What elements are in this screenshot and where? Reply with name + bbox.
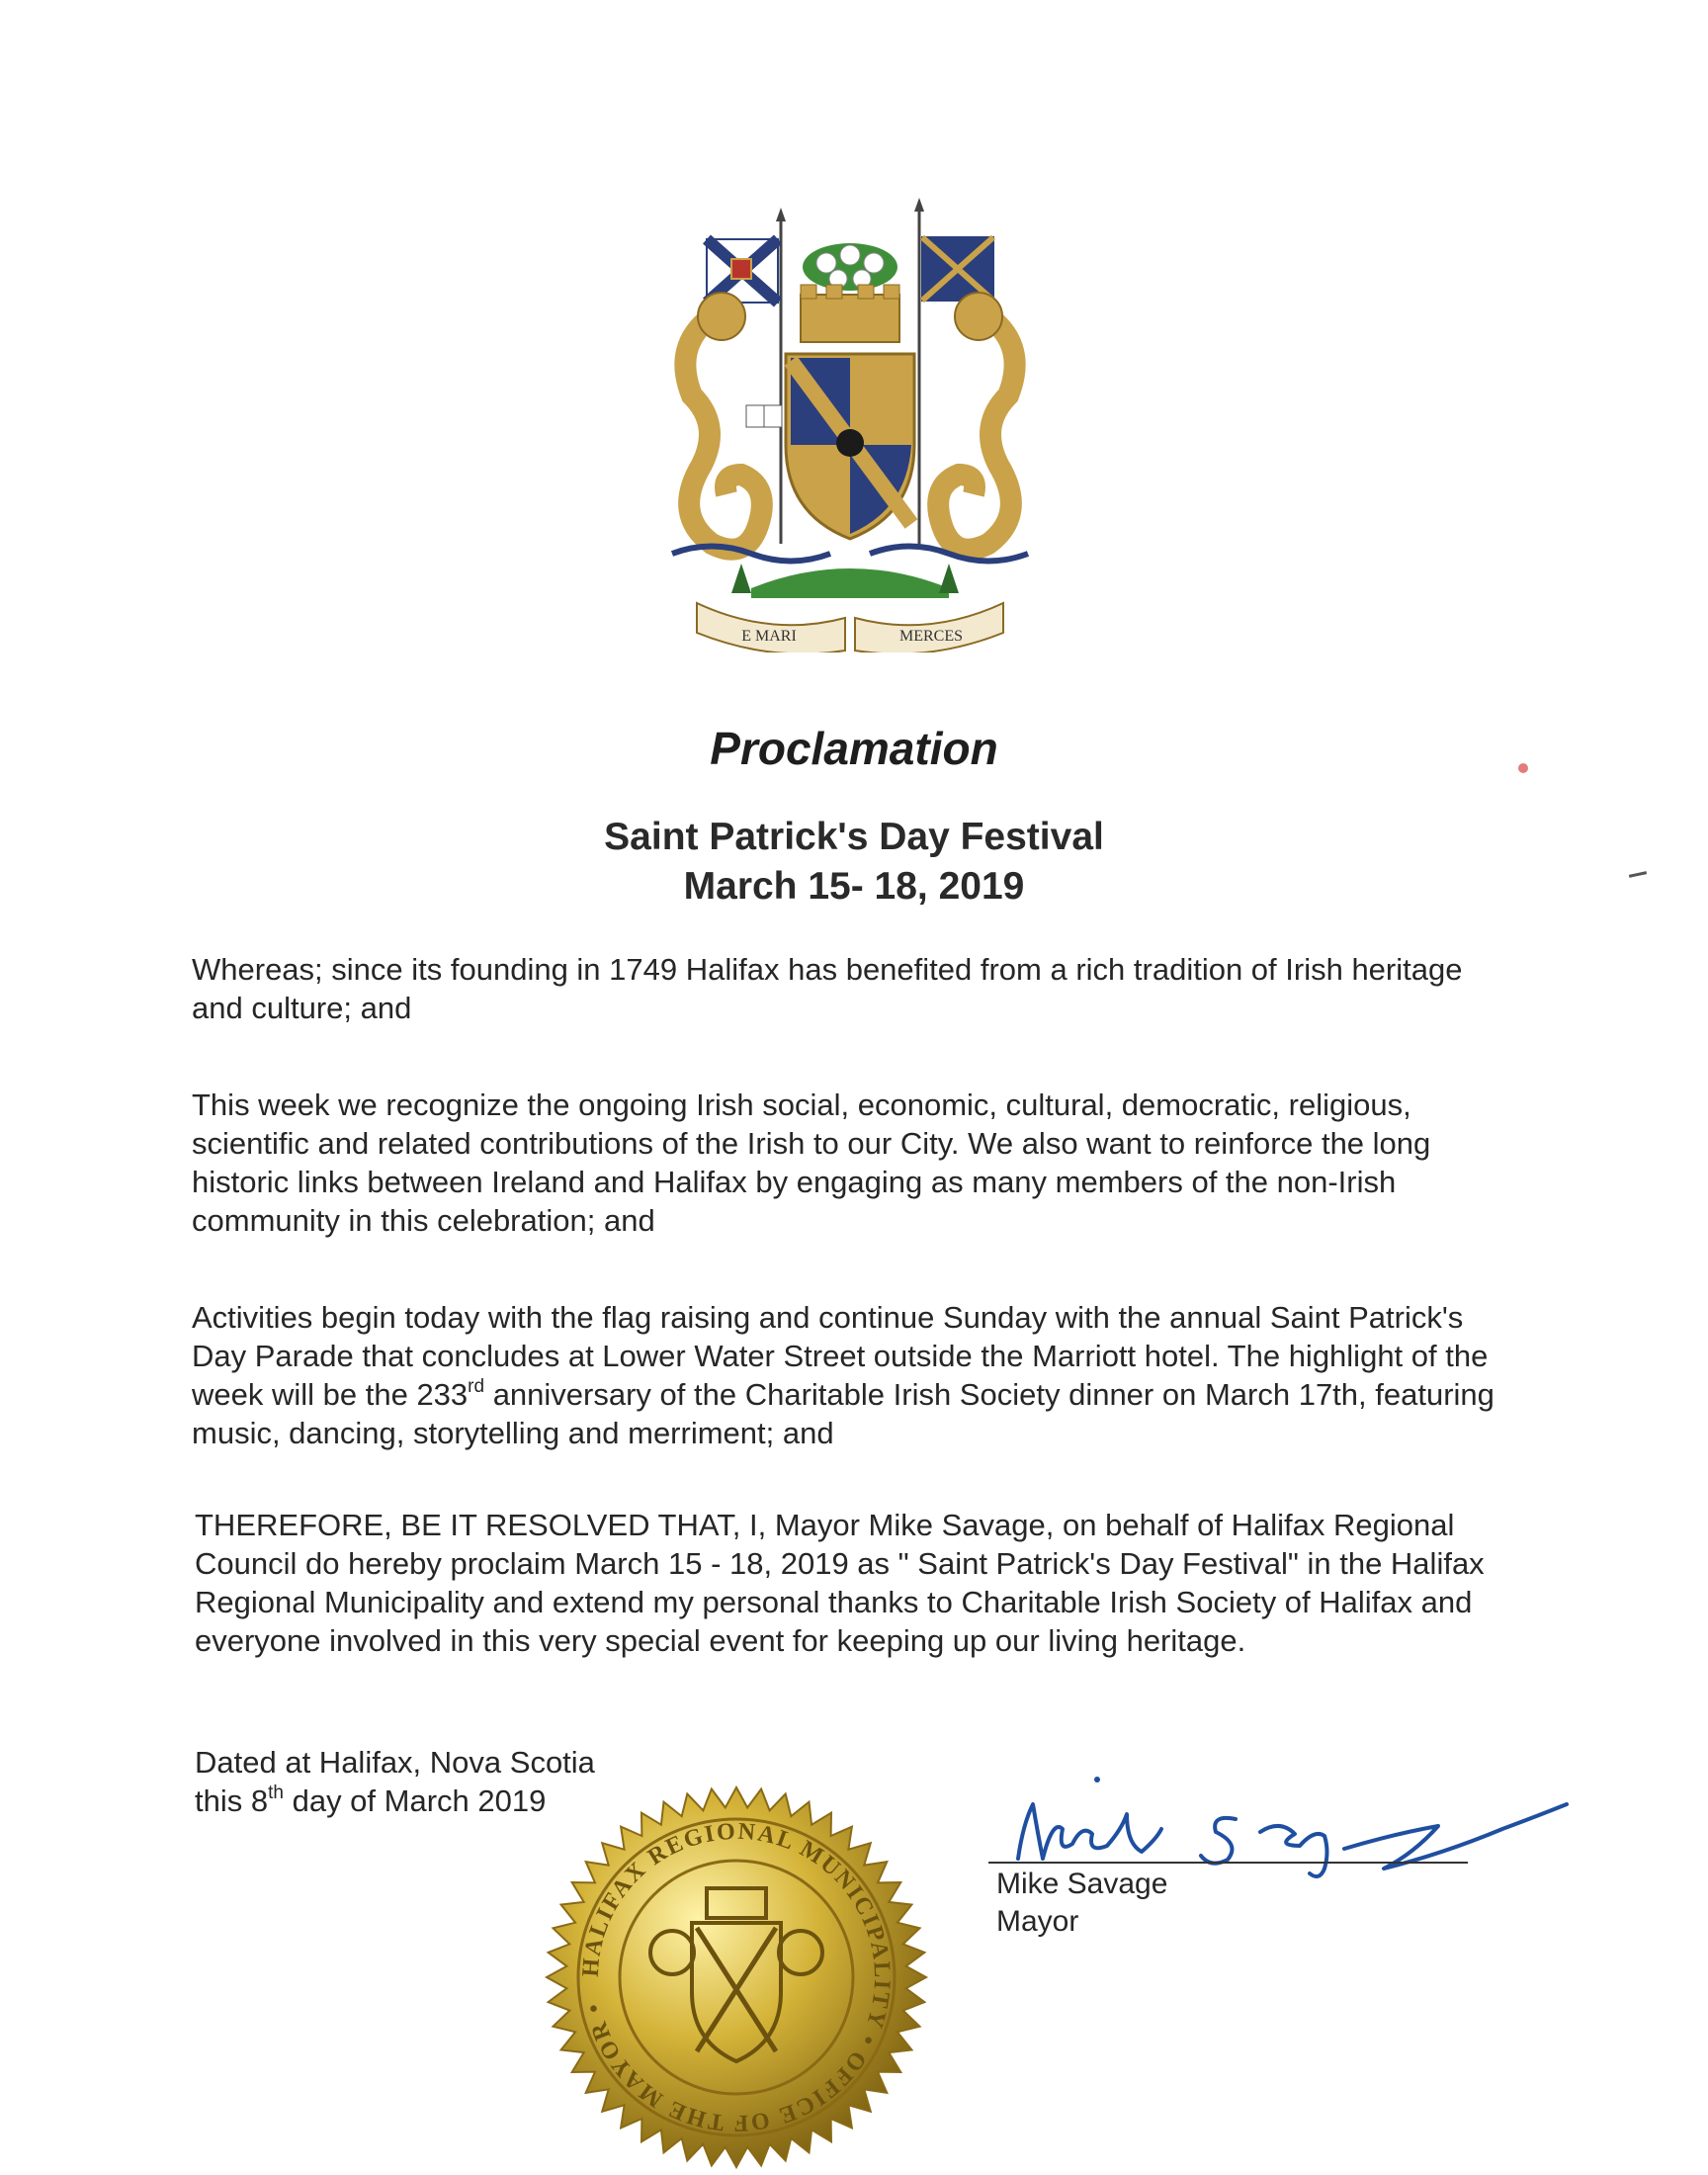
- halifax-coat-of-arms: [652, 198, 1048, 652]
- signature-line: [988, 1862, 1468, 1864]
- signature-dot: [1094, 1777, 1100, 1783]
- signer-title: Mayor: [996, 1905, 1079, 1938]
- dated-day: this 8th day of March 2019: [195, 1782, 547, 1818]
- ordinal-suffix: rd: [468, 1375, 485, 1397]
- document-title: Proclamation: [710, 723, 998, 774]
- seal-ring-text: HALIFAX REGIONAL MUNICIPALITY • OFFICE OF THE MAYOR •: [577, 1818, 896, 2136]
- signer-name: Mike Savage: [996, 1868, 1168, 1900]
- activities-text-end: anniversary of the Charitable Irish Society dinner on March 17th, featuring music, dancing, storytelling and merriment; and: [192, 1377, 1494, 1450]
- paragraph-recognition: This week we recognize the ongoing Irish social, economic, cultural, democratic, religious, scientific and related contributions of the Irish to our City. We also want to reinforce the long historic links between Ireland and Halifax by engaging as many members of the non-Irish community in this celebration; and: [192, 1088, 1431, 1238]
- signer-block: [996, 1866, 1167, 1941]
- office-of-the-mayor-seal: [544, 1784, 929, 2170]
- event-heading: [0, 813, 1708, 912]
- motto-left: E MARI: [741, 628, 797, 645]
- event-name: Saint Patrick's Day Festival: [604, 816, 1104, 858]
- scan-speck: [1518, 763, 1528, 773]
- motto-right: MERCES: [898, 628, 964, 645]
- event-dates: March 15- 18, 2019: [683, 865, 1025, 908]
- paragraph-whereas: Whereas; since its founding in 1749 Halifax has benefited from a rich tradition of Irish heritage and culture; and: [192, 952, 1463, 1025]
- paragraph-activities: [192, 1298, 1496, 1452]
- paragraph-resolution: THEREFORE, BE IT RESOLVED THAT, I, Mayor Mike Savage, on behalf of Halifax Regional Council do hereby proclaim March 15 - 18, 2019 as " Saint Patrick's Day Festival" in the Halifax Regional Municipality and extend my personal thanks to Charitable Irish Society of Halifax and everyone involved in this very special event for keeping up our living heritage.: [195, 1508, 1485, 1658]
- dated-place: Dated at Halifax, Nova Scotia: [195, 1745, 595, 1780]
- activities-text-start: Activities begin today with the flag raising and continue Sunday with the annual Saint Patrick's Day Parade that concludes at Lower Water Street outside the Marriott hotel. The highlight of the week will be the 233: [192, 1300, 1489, 1412]
